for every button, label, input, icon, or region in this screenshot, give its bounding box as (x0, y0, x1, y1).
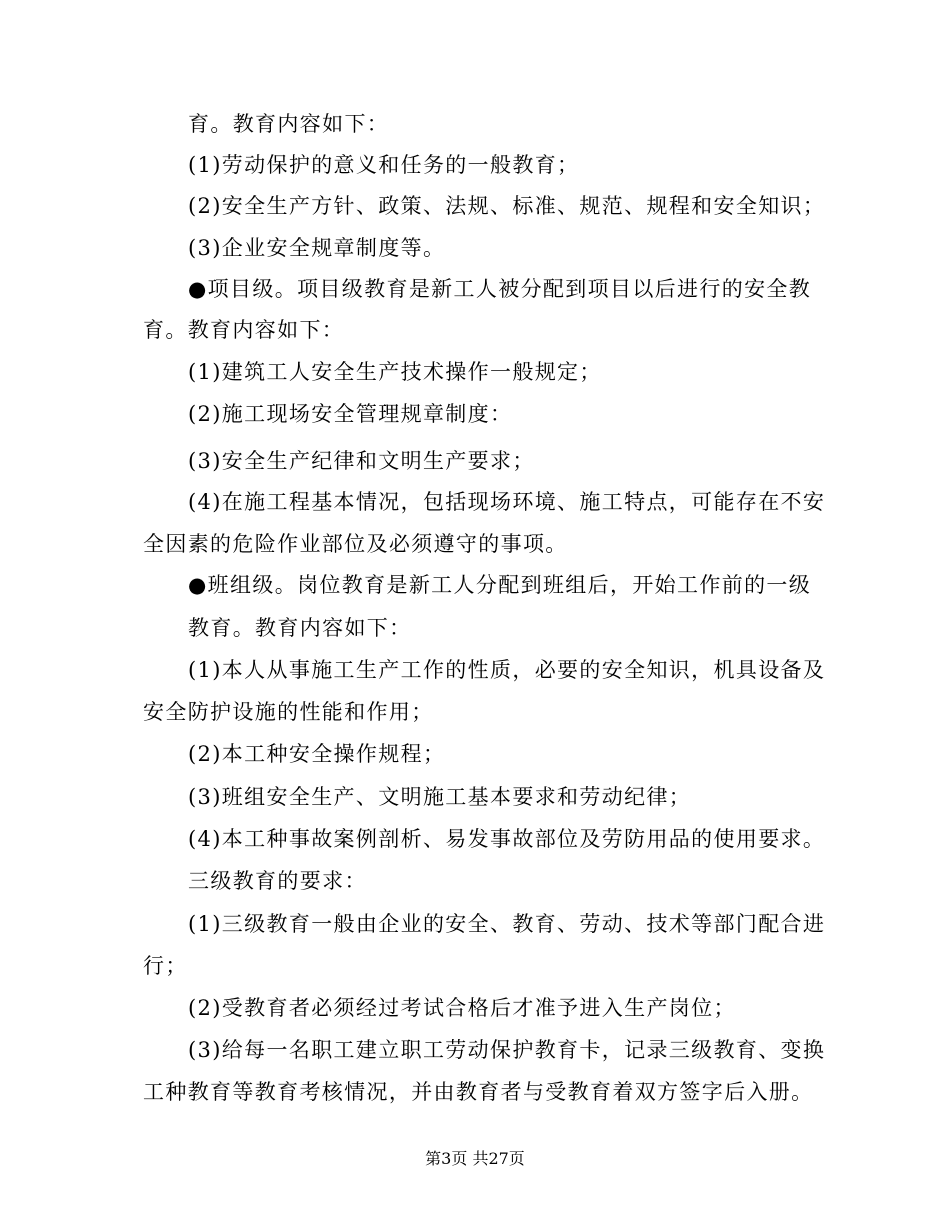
paragraph-line: (1)建筑工人安全生产技术操作一般规定； (188, 360, 602, 384)
paragraph-line: 全因素的危险作业部位及必须遵守的事项。 (143, 532, 568, 556)
paragraph-line: (3)企业安全规章制度等。 (188, 236, 446, 260)
paragraph-line: (4)在施工程基本情况，包括现场环境、施工特点，可能存在不安 (188, 490, 826, 514)
paragraph-line: (3)给每一名职工建立职工劳动保护教育卡，记录三级教育、变换 (188, 1038, 826, 1062)
paragraph-line: (2)安全生产方针、政策、法规、标准、规范、规程和安全知识； (188, 194, 826, 218)
paragraph-line: (3)安全生产纪律和文明生产要求； (188, 449, 535, 473)
paragraph-line: (3)班组安全生产、文明施工基本要求和劳动纪律； (188, 785, 692, 809)
paragraph-line: (2)施工现场安全管理规章制度： (188, 402, 513, 426)
paragraph-line: 行； (143, 954, 188, 978)
paragraph-line: (1)三级教育一般由企业的安全、教育、劳动、技术等部门配合进 (188, 912, 826, 936)
paragraph-line: 育。教育内容如下： (188, 112, 390, 136)
paragraph-line: ●班组级。岗位教育是新工人分配到班组后，开始工作前的一级 (188, 573, 812, 597)
paragraph-line: (1)劳动保护的意义和任务的一般教育； (188, 153, 580, 177)
paragraph-line: (2)本工种安全操作规程； (188, 742, 446, 766)
paragraph-line: (4)本工种事故案例剖析、易发事故部位及劳防用品的使用要求。 (188, 827, 826, 851)
paragraph-line: 工种教育等教育考核情况，并由教育者与受教育着双方签字后入册。 (143, 1080, 814, 1104)
paragraph-line: 教育。教育内容如下： (188, 616, 412, 640)
paragraph-line: (1)本人从事施工生产工作的性质，必要的安全知识，机具设备及 (188, 658, 826, 682)
paragraph-line: (2)受教育者必须经过考试合格后才准予进入生产岗位； (188, 996, 736, 1020)
paragraph-line: 三级教育的要求： (188, 869, 367, 893)
page-number-footer: 第3页 共27页 (425, 1149, 525, 1168)
paragraph-line: ●项目级。项目级教育是新工人被分配到项目以后进行的安全教 (188, 277, 812, 301)
paragraph-line: 育。教育内容如下： (143, 318, 345, 342)
paragraph-line: 安全防护设施的性能和作用； (143, 700, 434, 724)
